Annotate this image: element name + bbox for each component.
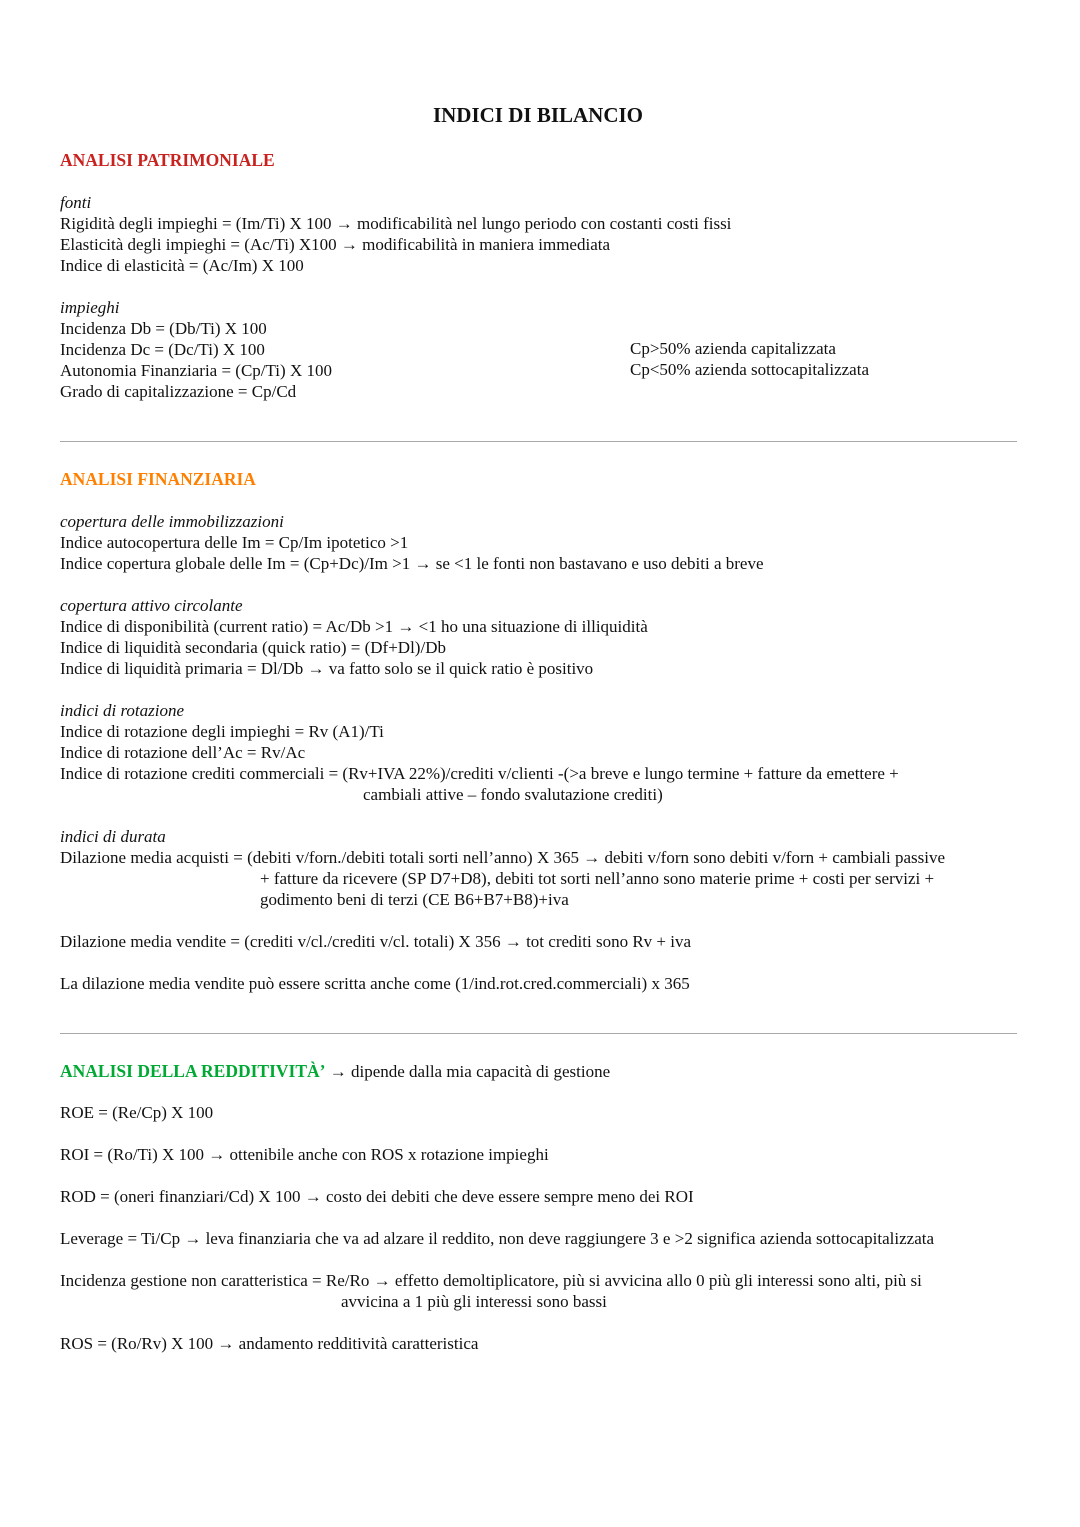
capitalization-note: Cp<50% azienda sottocapitalizzata xyxy=(630,360,869,379)
subsection-fonti-label: fonti xyxy=(60,193,92,212)
section-redditivita xyxy=(60,1060,1020,1354)
section-heading-patrimoniale: ANALISI PATRIMONIALE xyxy=(60,150,275,170)
formula-line: Dilazione media acquisti = (debiti v/forn./debiti totali sorti nell’anno) X 365 → debiti v/forn sono debiti v/forn + cambiali passive xyxy=(60,848,946,867)
formula-continuation: godimento beni di terzi (CE B6+B7+B8)+iva xyxy=(260,890,569,909)
formula-continuation: cambiali attive – fondo svalutazione crediti) xyxy=(363,785,663,804)
formula-line: Grado di capitalizzazione = Cp/Cd xyxy=(60,382,297,401)
subsection-impieghi-label: impieghi xyxy=(60,298,120,317)
formula-line: Indice autocopertura delle Im = Cp/Im ipotetico >1 xyxy=(60,533,409,552)
subsection-immobilizzazioni-label: copertura delle immobilizzazioni xyxy=(60,512,284,531)
formula-line: Indice di liquidità secondaria (quick ratio) = (Df+Dl)/Db xyxy=(60,638,446,657)
formula-line: Incidenza Db = (Db/Ti) X 100 xyxy=(60,319,267,338)
section-heading-finanziaria: ANALISI FINANZIARIA xyxy=(60,469,256,489)
heading-note: → dipende dalla mia capacità di gestione xyxy=(325,1062,611,1081)
formula-line: Indice di elasticità = (Ac/Im) X 100 xyxy=(60,256,304,275)
formula-line: Indice copertura globale delle Im = (Cp+Dc)/Im >1 → se <1 le fonti non bastavano e uso debiti a breve xyxy=(60,554,764,573)
formula-line: Indice di liquidità primaria = Dl/Db → va fatto solo se il quick ratio è positivo xyxy=(60,659,594,678)
formula-line: Incidenza gestione non caratteristica = Re/Ro → effetto demoltiplicatore, più si avvicina allo 0 più gli interessi sono alti, più si xyxy=(60,1271,922,1290)
formula-line: Elasticità degli impieghi = (Ac/Ti) X100 → modificabilità in maniera immediata xyxy=(60,235,611,254)
formula-line: Rigidità degli impieghi = (Im/Ti) X 100 → modificabilità nel lungo periodo con costanti costi fissi xyxy=(60,214,732,233)
formula-line: ROS = (Ro/Rv) X 100 → andamento redditività caratteristica xyxy=(60,1334,479,1353)
section-divider xyxy=(60,441,1017,442)
section-heading-redditivita: ANALISI DELLA REDDITIVITÀ’ xyxy=(60,1061,326,1081)
formula-line: La dilazione media vendite può essere scritta anche come (1/ind.rot.cred.commerciali) x 365 xyxy=(60,974,690,993)
capitalization-note: Cp>50% azienda capitalizzata xyxy=(630,339,836,358)
formula-line: Indice di rotazione dell’Ac = Rv/Ac xyxy=(60,743,306,762)
formula-line: Autonomia Finanziaria = (Cp/Ti) X 100 xyxy=(60,361,332,380)
subsection-circolante-label: copertura attivo circolante xyxy=(60,596,243,615)
formula-line: Indice di rotazione degli impieghi = Rv (A1)/Ti xyxy=(60,722,384,741)
formula-line: ROE = (Re/Cp) X 100 xyxy=(60,1103,214,1122)
formula-line: Dilazione media vendite = (crediti v/cl./crediti v/cl. totali) X 356 → tot crediti sono Rv + iva xyxy=(60,932,692,951)
formula-continuation: avvicina a 1 più gli interessi sono bassi xyxy=(341,1292,607,1311)
subsection-durata-label: indici di durata xyxy=(60,827,166,846)
subsection-rotazione-label: indici di rotazione xyxy=(60,701,185,720)
section-finanziaria xyxy=(60,468,1020,994)
formula-line: Indice di rotazione crediti commerciali = (Rv+IVA 22%)/crediti v/clienti -(>a breve e lungo termine + fatture da emettere + xyxy=(60,764,899,783)
formula-line: ROI = (Ro/Ti) X 100 → ottenibile anche con ROS x rotazione impieghi xyxy=(60,1145,549,1164)
formula-continuation: + fatture da ricevere (SP D7+D8), debiti tot sorti nell’anno sono materie prime + costi per servizi + xyxy=(260,869,935,888)
formula-line: Indice di disponibilità (current ratio) = Ac/Db >1 → <1 ho una situazione di illiquidità xyxy=(60,617,648,636)
formula-line: Incidenza Dc = (Dc/Ti) X 100 xyxy=(60,340,265,359)
formula-line: ROD = (oneri finanziari/Cd) X 100 → costo dei debiti che deve essere sempre meno dei ROI xyxy=(60,1187,694,1206)
section-patrimoniale xyxy=(60,149,1020,402)
section-divider xyxy=(60,1033,1017,1034)
page-title: INDICI DI BILANCIO xyxy=(432,103,644,127)
formula-line: Leverage = Ti/Cp → leva finanziaria che va ad alzare il reddito, non deve raggiungere 3 e >2 significa azienda sottocapitalizzata xyxy=(60,1229,935,1248)
